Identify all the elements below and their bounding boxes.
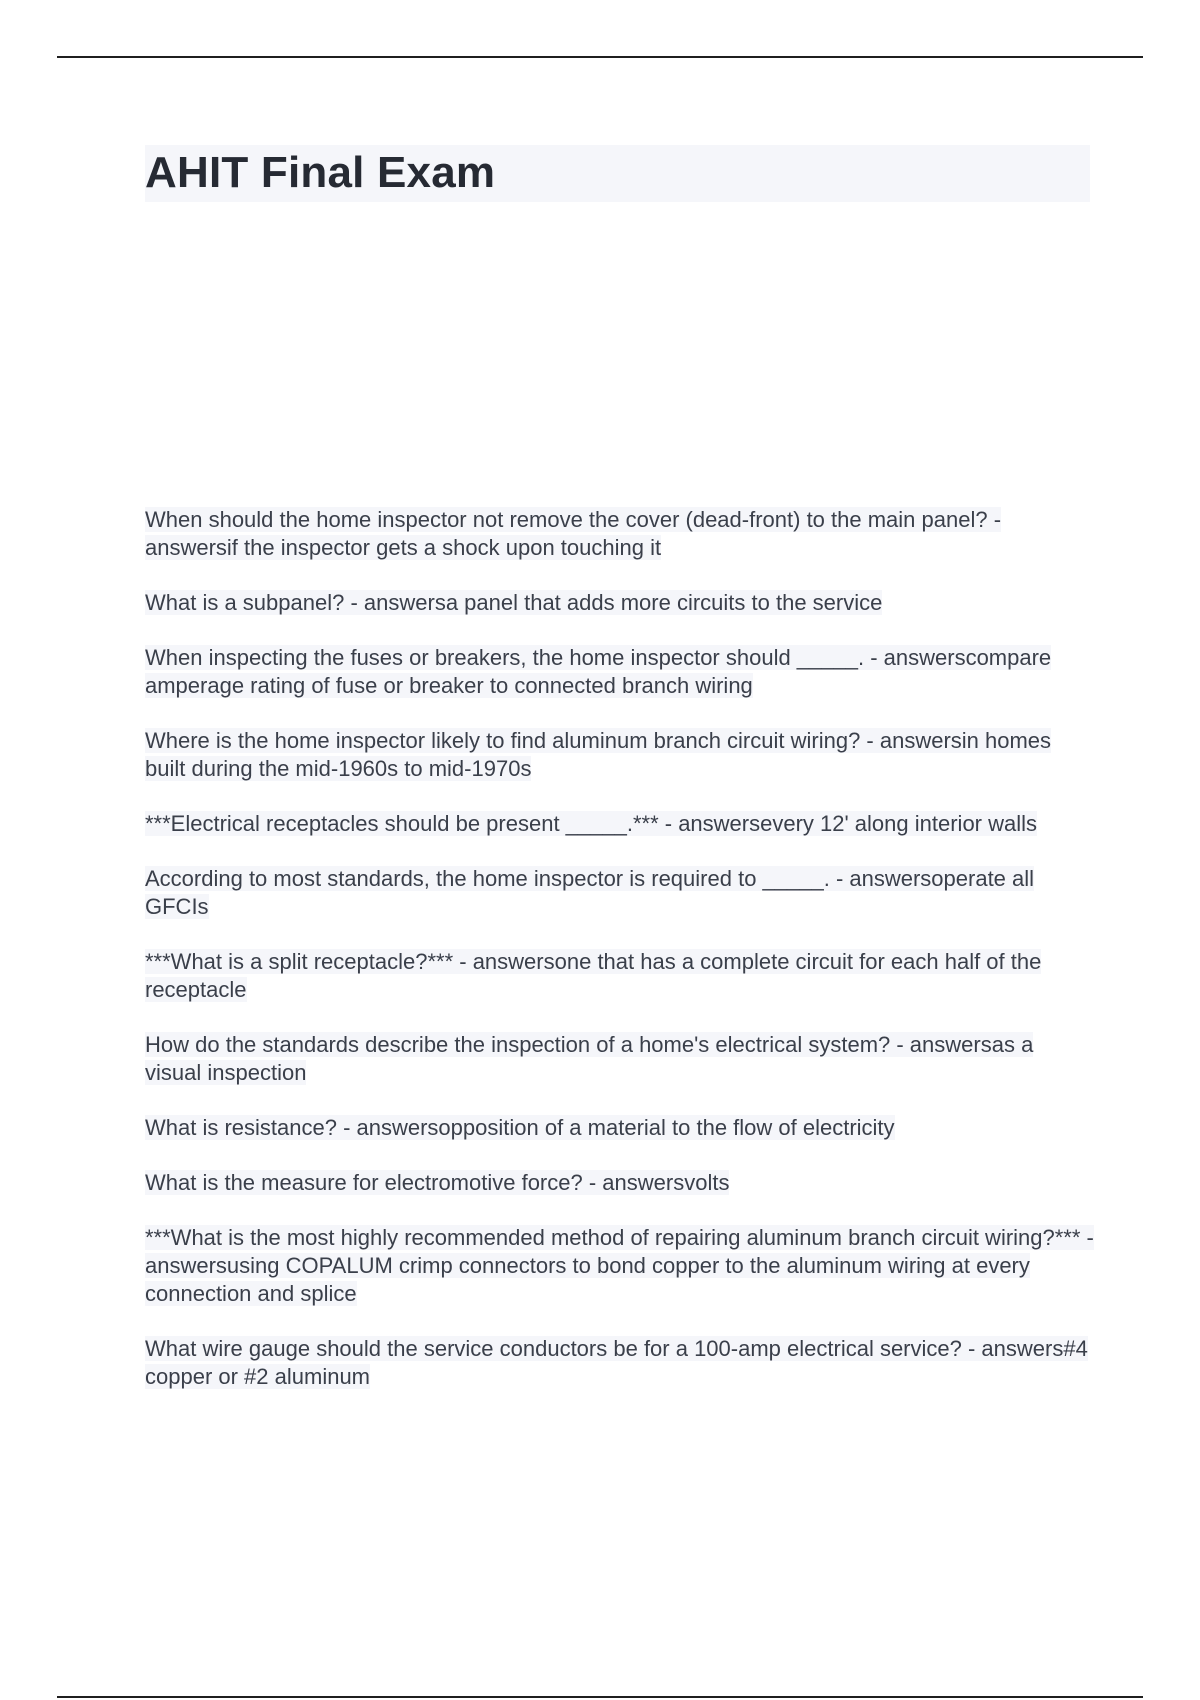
top-rule — [57, 56, 1143, 58]
qa-item-8 — [145, 1031, 1095, 1087]
qa-item-5 — [145, 810, 1095, 838]
qa-text: ***Electrical receptacles should be present _____.*** - answersevery 12' along interior walls — [145, 811, 1038, 836]
qa-text: ***What is the most highly recommended method of repairing aluminum branch circuit wiring?*** - answersusing COPALUM crimp connectors to bond copper to the aluminum wiring at every connection and splice — [145, 1225, 1094, 1306]
qa-list — [145, 506, 1095, 1418]
qa-text: Where is the home inspector likely to find aluminum branch circuit wiring? - answersin homes built during the mid-1960s to mid-1970s — [145, 728, 1052, 781]
qa-item-10 — [145, 1169, 1095, 1197]
qa-text: What wire gauge should the service conductors be for a 100-amp electrical service? - answers#4 copper or #2 aluminum — [145, 1336, 1088, 1389]
qa-text: ***What is a split receptacle?*** - answersone that has a complete circuit for each half of the receptacle — [145, 949, 1042, 1002]
qa-item-1 — [145, 506, 1095, 562]
page-title: AHIT Final Exam — [145, 148, 496, 197]
qa-item-12 — [145, 1335, 1095, 1391]
qa-text: How do the standards describe the inspection of a home's electrical system? - answersas a visual inspection — [145, 1032, 1034, 1085]
qa-text: When inspecting the fuses or breakers, the home inspector should _____. - answerscompare amperage rating of fuse or breaker to connected branch wiring — [145, 645, 1052, 698]
qa-item-3 — [145, 644, 1095, 700]
qa-item-9 — [145, 1114, 1095, 1142]
qa-item-11 — [145, 1224, 1095, 1308]
qa-item-6 — [145, 865, 1095, 921]
qa-text: What is the measure for electromotive force? - answersvolts — [145, 1170, 730, 1195]
qa-item-4 — [145, 727, 1095, 783]
qa-text: What is resistance? - answersopposition of a material to the flow of electricity — [145, 1115, 895, 1140]
qa-text: What is a subpanel? - answersa panel that adds more circuits to the service — [145, 590, 883, 615]
qa-item-2 — [145, 589, 1095, 617]
qa-text: According to most standards, the home inspector is required to _____. - answersoperate all GFCIs — [145, 866, 1035, 919]
qa-text: When should the home inspector not remove the cover (dead-front) to the main panel? - answersif the inspector gets a shock upon touching it — [145, 507, 1002, 560]
bottom-rule — [57, 1696, 1143, 1698]
qa-item-7 — [145, 948, 1095, 1004]
